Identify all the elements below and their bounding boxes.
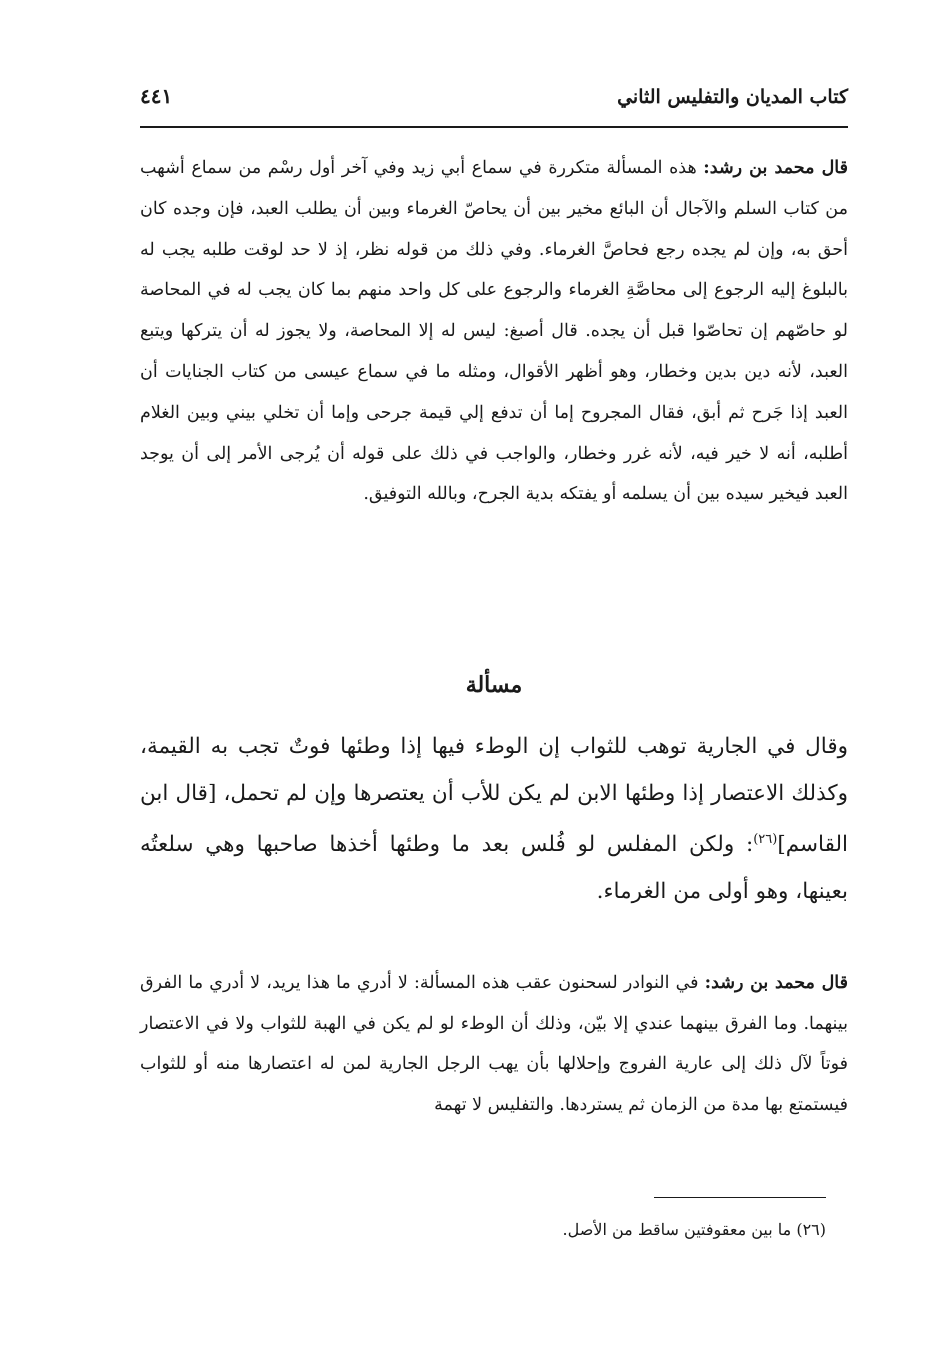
commentary-lead-2: قال محمد بن رشد: bbox=[704, 973, 848, 993]
commentary-lead-1: قال محمد بن رشد: bbox=[703, 158, 848, 178]
commentary-text-2: في النوادر لسحنون عقب هذه المسألة: لا أدري ما هذا يريد، لا أدري ما الفرق بينهما. وما الفرق بينهما عندي إلا بيّن، وذلك أن الوطء لو لم يكن في الهبة للثواب ولا في الاعتصار فوتاً لآل ذلك إلى عارية الفروج وإحلالها بأن يهب الرجل الجارية لمن له اعتصارها منه أو للثواب فيستمتع بها مدة من الزمان ثم يستردها. والتفليس لا تهمة bbox=[140, 973, 848, 1115]
section-heading: مسألة bbox=[465, 672, 523, 698]
section-text-before-ref: وقال في الجارية توهب للثواب إن الوطء فيها إذا وطئها فوتٌ تجب به القيمة، وكذلك الاعتصار إذا وطئها الابن لم يكن للأب أن يعتصرها وإن لم تحمل، [قال ابن القاسم] bbox=[140, 734, 848, 858]
footnote: (٢٦) ما بين معقوفتين ساقط من الأصل. bbox=[562, 1220, 826, 1239]
running-title: كتاب المديان والتفليس الثاني bbox=[617, 86, 848, 108]
page-number: ٤٤١ bbox=[140, 84, 173, 108]
page-header bbox=[140, 78, 848, 124]
header-rule bbox=[140, 126, 848, 128]
commentary-text-1: هذه المسألة متكررة في سماع أبي زيد وفي آخر أول رسْم من سماع أشهب من كتاب السلم والآجال أن البائع مخير بين أن يحاصّ الغرماء وبين أن يطلب العبد، فإن وجده كان أحق به، وإن لم يجده رجع فحاصَّ الغرماء. وفي ذلك من قوله نظر، إذ لا حد لوقت طلبه يجب له بالبلوغ إليه الرجوع إلى محاصَّةِ الغرماء والرجوع على كل واحد منهم بما كان يجب له في المحاصة لو حاصّهم إن تحاصّوا قبل أن يجده. قال أصبغ: ليس له إلا المحاصة، ولا يجوز له أن يتركها ويتبع العبد، لأنه دين بدين وخطار، وهو أظهر الأقوال، ومثله ما في سماع عيسى من كتاب الجنايات أن العبد إذا جَرح ثم أبق، فقال المجروح إما أن تدفع إلي قيمة جرحى وإما أن تخلي بيني وبين الغلام أطلبه، أنه لا خير فيه، لأنه غرر وخطار، والواجب في ذلك على قوله أن يُرجى الأمر إلى أن يوجد العبد فيخير سيده بين أن يسلمه أو يفتكه بدية الجرح، وبالله التوفيق. bbox=[140, 158, 848, 505]
commentary-paragraph-1 bbox=[140, 148, 848, 515]
commentary-paragraph-2 bbox=[140, 963, 848, 1125]
footnote-rule bbox=[654, 1197, 826, 1198]
section-text-after-ref: : ولكن المفلس لو فُلس بعد ما وطئها أخذها صاحبها وهي سلعتُه بعينها، وهو أولى من الغرماء. bbox=[140, 832, 848, 904]
section-paragraph bbox=[140, 724, 848, 915]
footnote-reference: (٢٦) bbox=[753, 832, 778, 847]
